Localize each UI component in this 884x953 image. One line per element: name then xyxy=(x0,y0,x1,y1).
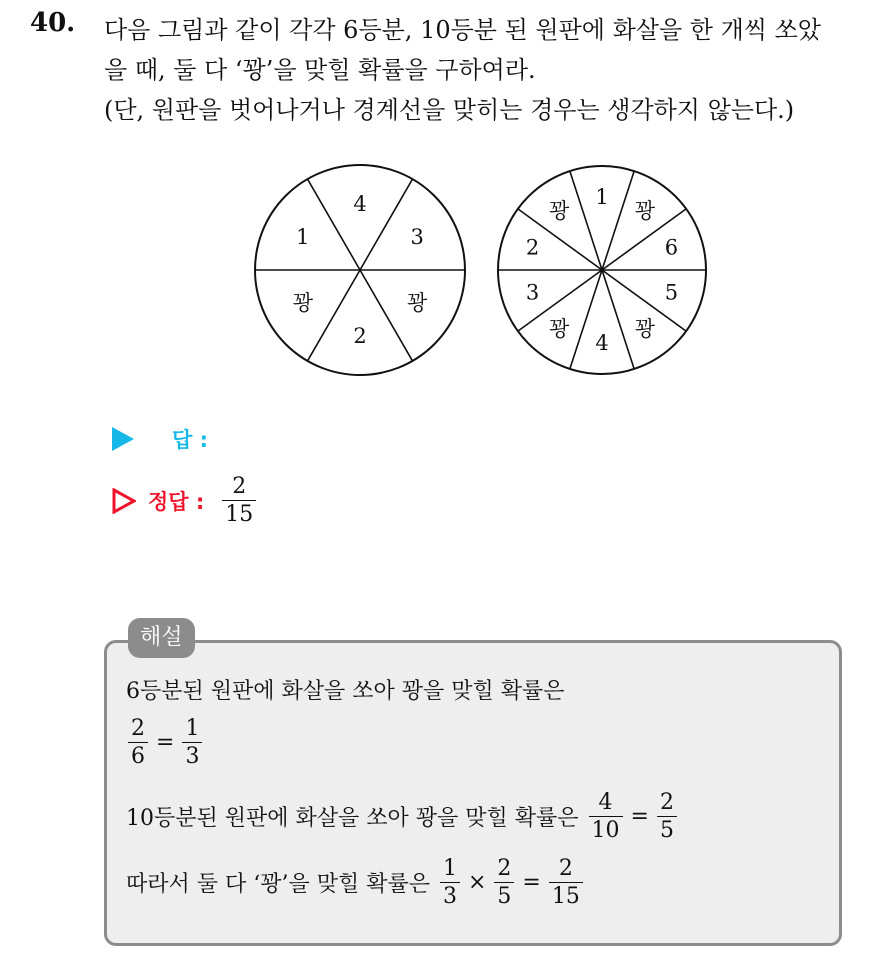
fraction-numerator: 2 xyxy=(232,474,247,499)
correct-answer-row xyxy=(112,474,256,528)
solution-line-4 xyxy=(126,856,585,910)
fraction-numerator: 1 xyxy=(442,856,457,881)
sector-label: 5 xyxy=(664,280,679,305)
sector-label: 2 xyxy=(525,235,540,260)
fraction-denominator: 5 xyxy=(494,882,514,909)
solution-line-2 xyxy=(126,716,204,770)
sector-label: 꽝 xyxy=(407,291,428,315)
fraction-numerator: 2 xyxy=(497,856,512,881)
question-text-line-2: 을 때, 둘 다 ‘꽝’을 맞힐 확률을 구하여라. xyxy=(104,56,536,84)
answer-row xyxy=(112,424,208,454)
sector-label: 1 xyxy=(296,225,310,249)
solution-line-1: 6등분된 원판에 화살을 쏘아 꽝을 맞힐 확률은 xyxy=(126,679,565,704)
play-triangle-icon xyxy=(112,427,134,451)
spinner-figures xyxy=(0,160,884,390)
fraction-numerator: 4 xyxy=(598,790,613,815)
sector-label: 꽝 xyxy=(548,317,570,342)
fraction-denominator: 3 xyxy=(440,882,460,909)
solution-tag: 해설 xyxy=(128,618,195,658)
equals-sign: = xyxy=(156,730,175,756)
outline-triangle-icon xyxy=(112,488,136,514)
correct-answer-fraction xyxy=(222,474,256,528)
fraction-denominator: 15 xyxy=(222,500,256,527)
fraction xyxy=(589,790,623,844)
sector-label: 4 xyxy=(595,331,609,355)
fraction xyxy=(657,790,677,844)
six-part-wheel xyxy=(255,165,465,375)
fraction-numerator: 2 xyxy=(558,856,573,881)
sector-label: 3 xyxy=(525,280,540,305)
equals-sign: = xyxy=(522,870,541,896)
sector-label: 꽝 xyxy=(634,317,656,342)
fraction xyxy=(128,716,148,770)
ten-part-wheel xyxy=(498,166,706,374)
solution-text: 따라서 둘 다 ‘꽝’을 맞힐 확률은 xyxy=(126,872,430,898)
fraction-numerator: 2 xyxy=(131,716,145,741)
sector-label: 2 xyxy=(353,324,367,348)
fraction xyxy=(494,856,514,910)
fraction-numerator: 1 xyxy=(185,716,200,741)
fraction-numerator: 2 xyxy=(659,790,674,815)
question-text-line-1: 다음 그림과 같이 각각 6등분, 10등분 된 원판에 화살을 한 개씩 쏘았 xyxy=(104,16,821,44)
fraction-denominator: 5 xyxy=(657,816,677,843)
sector-label: 꽝 xyxy=(634,198,656,223)
fraction xyxy=(549,856,583,910)
fraction-denominator: 3 xyxy=(182,742,202,769)
fraction-denominator: 10 xyxy=(589,816,623,843)
times-sign: × xyxy=(467,870,487,896)
sector-label: 4 xyxy=(353,192,367,216)
fraction xyxy=(182,716,202,770)
sector-label: 꽝 xyxy=(548,198,570,223)
sector-label: 1 xyxy=(595,185,609,209)
equals-sign: = xyxy=(630,804,649,830)
sector-label: 3 xyxy=(410,225,424,249)
correct-answer-label: 정답 : xyxy=(148,489,205,514)
sector-label: 꽝 xyxy=(292,291,313,315)
answer-label: 답 : xyxy=(172,428,208,452)
sector-label: 6 xyxy=(664,235,679,260)
solution-text: 10등분된 원판에 화살을 쏘아 꽝을 맞힐 확률은 xyxy=(126,806,579,832)
fraction xyxy=(440,856,460,910)
solution-line-3 xyxy=(126,790,679,844)
question-text-line-3: (단, 원판을 벗어나거나 경계선을 맞히는 경우는 생각하지 않는다.) xyxy=(104,96,795,124)
fraction-denominator: 15 xyxy=(549,882,583,909)
fraction-denominator: 6 xyxy=(128,742,148,769)
question-number: 40. xyxy=(30,8,76,38)
